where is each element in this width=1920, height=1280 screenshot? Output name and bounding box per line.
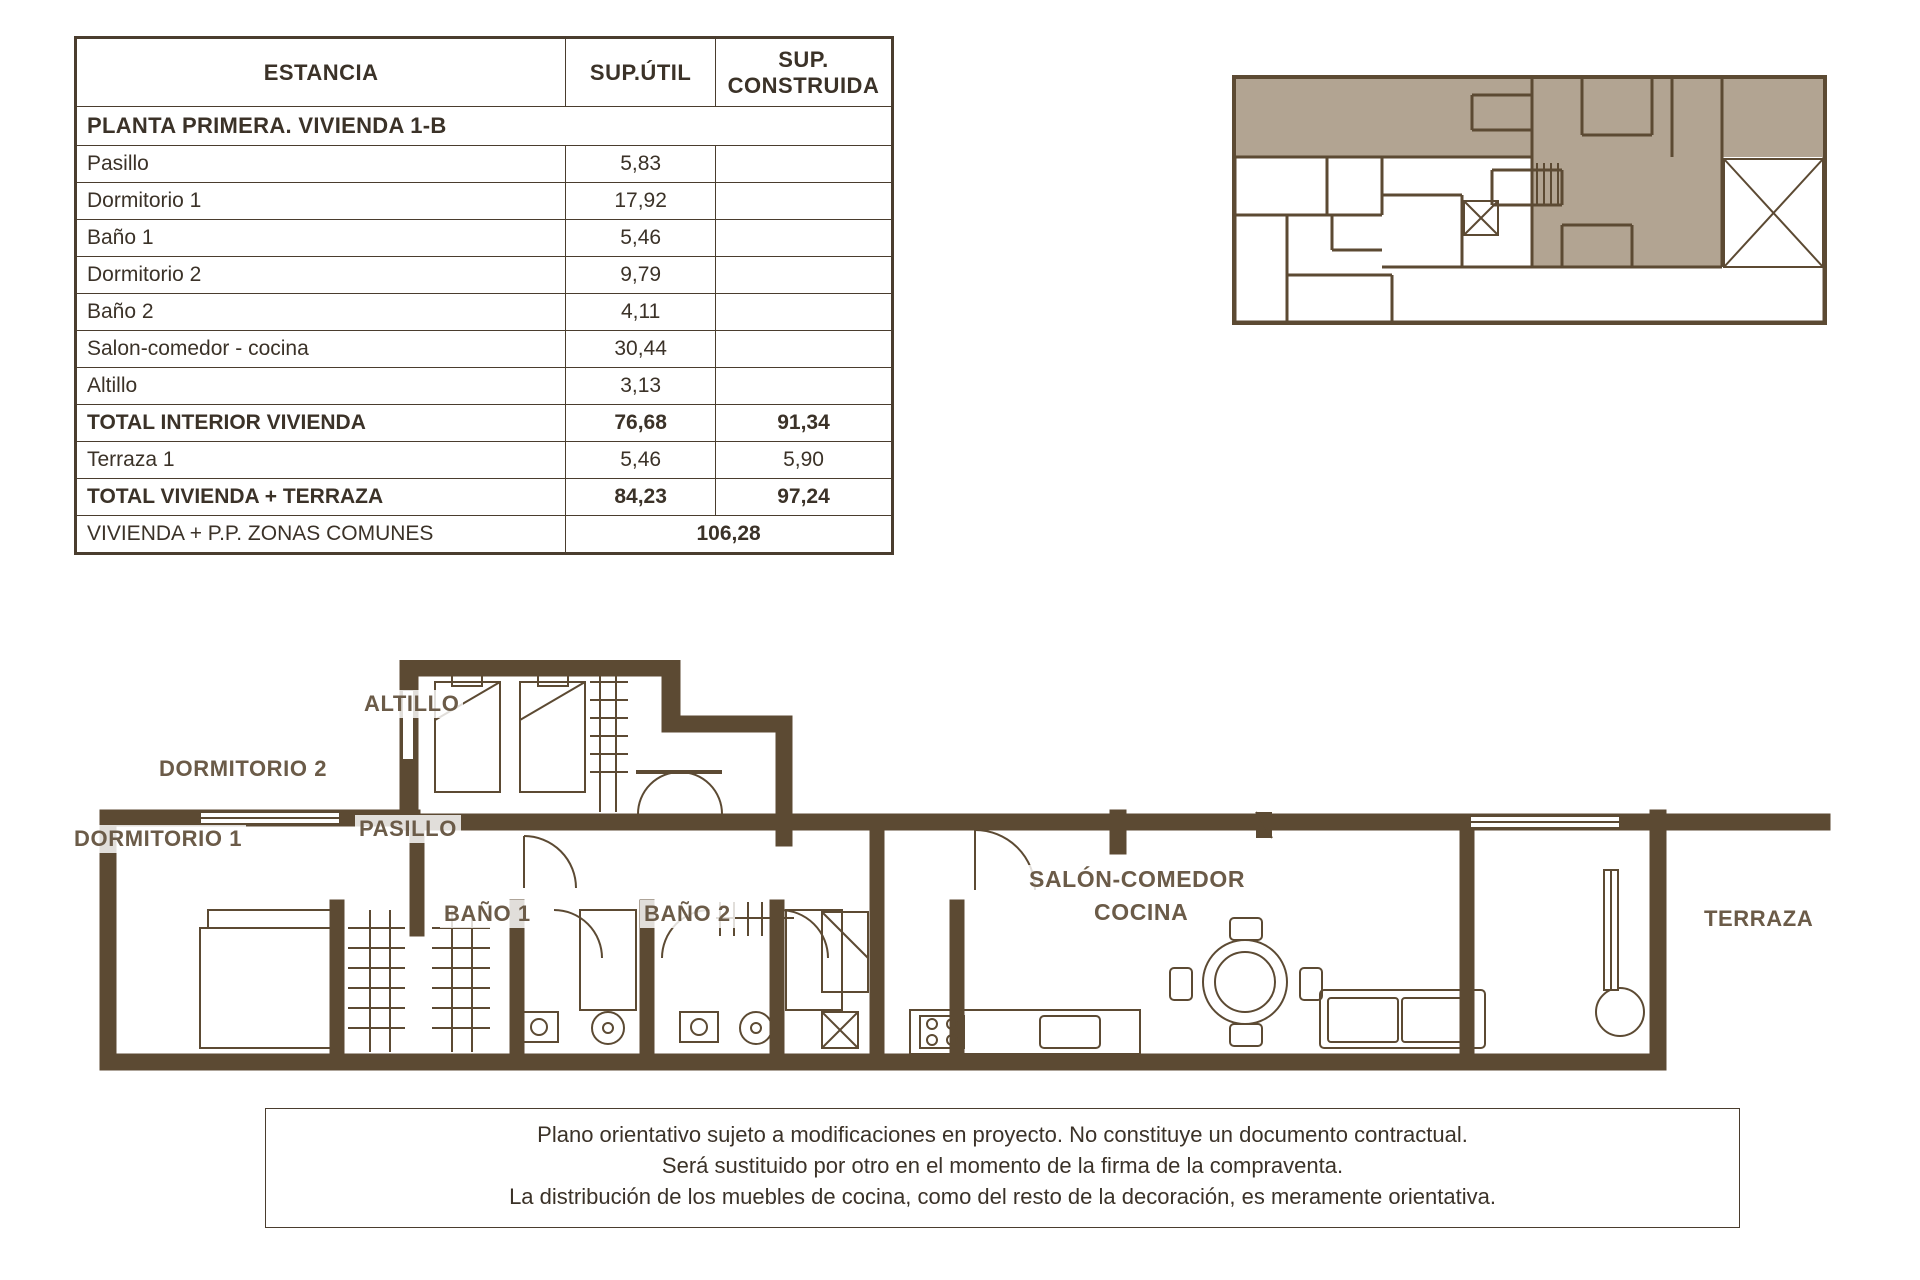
- table-section-row: [77, 107, 892, 146]
- row-util: 84,23: [566, 479, 716, 516]
- row-util: 5,46: [566, 442, 716, 479]
- note-line-3: La distribución de los muebles de cocina, como del resto de la decoración, es meramente orientativa.: [509, 1184, 1496, 1209]
- table-row: [77, 146, 892, 183]
- table-row: [77, 294, 892, 331]
- row-const: 5,90: [716, 442, 892, 479]
- header-sup-util: SUP.ÚTIL: [566, 39, 716, 107]
- row-const: [716, 220, 892, 257]
- row-name: VIVIENDA + P.P. ZONAS COMUNES: [77, 516, 566, 553]
- row-util: 3,13: [566, 368, 716, 405]
- floor-plan-svg: [80, 660, 1860, 1130]
- section-title: PLANTA PRIMERA. VIVIENDA 1-B: [77, 107, 892, 146]
- row-name: Baño 2: [77, 294, 566, 331]
- table-row: [77, 368, 892, 405]
- row-const: [716, 257, 892, 294]
- label-terraza: TERRAZA: [1700, 905, 1817, 933]
- disclaimer-note: [265, 1108, 1740, 1228]
- row-name: TOTAL VIVIENDA + TERRAZA: [77, 479, 566, 516]
- row-name: TOTAL INTERIOR VIVIENDA: [77, 405, 566, 442]
- label-bano-2: BAÑO 2: [640, 900, 735, 928]
- floor-plan-diagram: [74, 660, 1860, 1130]
- row-const: [716, 368, 892, 405]
- row-const: [716, 294, 892, 331]
- row-name: Baño 1: [77, 220, 566, 257]
- row-name: Salon-comedor - cocina: [77, 331, 566, 368]
- table-row: [77, 257, 892, 294]
- table-row-total-terraza: [77, 479, 892, 516]
- label-dormitorio-1: DORMITORIO 1: [70, 825, 246, 853]
- row-const: 91,34: [716, 405, 892, 442]
- row-name: Altillo: [77, 368, 566, 405]
- header-sup-construida: SUP. CONSTRUIDA: [716, 39, 892, 107]
- row-util: 17,92: [566, 183, 716, 220]
- label-dormitorio-2: DORMITORIO 2: [155, 755, 331, 783]
- row-util: 76,68: [566, 405, 716, 442]
- areas-table: [74, 36, 894, 555]
- key-plan-diagram: [1232, 75, 1827, 325]
- row-name: Terraza 1: [77, 442, 566, 479]
- label-altillo: ALTILLO: [360, 690, 463, 718]
- header-estancia: ESTANCIA: [77, 39, 566, 107]
- row-name: Dormitorio 1: [77, 183, 566, 220]
- label-pasillo: PASILLO: [355, 815, 461, 843]
- row-name: Dormitorio 2: [77, 257, 566, 294]
- note-line-1: Plano orientativo sujeto a modificaciones en proyecto. No constituye un documento contractual.: [537, 1122, 1468, 1147]
- table-row-common: [77, 516, 892, 553]
- table-row: [77, 331, 892, 368]
- row-util: 30,44: [566, 331, 716, 368]
- row-value: 106,28: [566, 516, 892, 553]
- row-const: [716, 146, 892, 183]
- row-util: 5,83: [566, 146, 716, 183]
- row-const: 97,24: [716, 479, 892, 516]
- row-name: Pasillo: [77, 146, 566, 183]
- row-const: [716, 331, 892, 368]
- row-util: 4,11: [566, 294, 716, 331]
- row-util: 9,79: [566, 257, 716, 294]
- label-bano-1: BAÑO 1: [440, 900, 535, 928]
- table-row: [77, 220, 892, 257]
- table-row: [77, 183, 892, 220]
- label-cocina: COCINA: [1090, 898, 1192, 927]
- row-const: [716, 183, 892, 220]
- label-salon-comedor: SALÓN-COMEDOR: [1025, 865, 1249, 894]
- table-row-total-interior: [77, 405, 892, 442]
- row-util: 5,46: [566, 220, 716, 257]
- note-line-2: Será sustituido por otro en el momento de la firma de la compraventa.: [661, 1153, 1344, 1178]
- key-plan-svg: [1232, 75, 1827, 325]
- table-header-row: [77, 39, 892, 107]
- table-row: [77, 442, 892, 479]
